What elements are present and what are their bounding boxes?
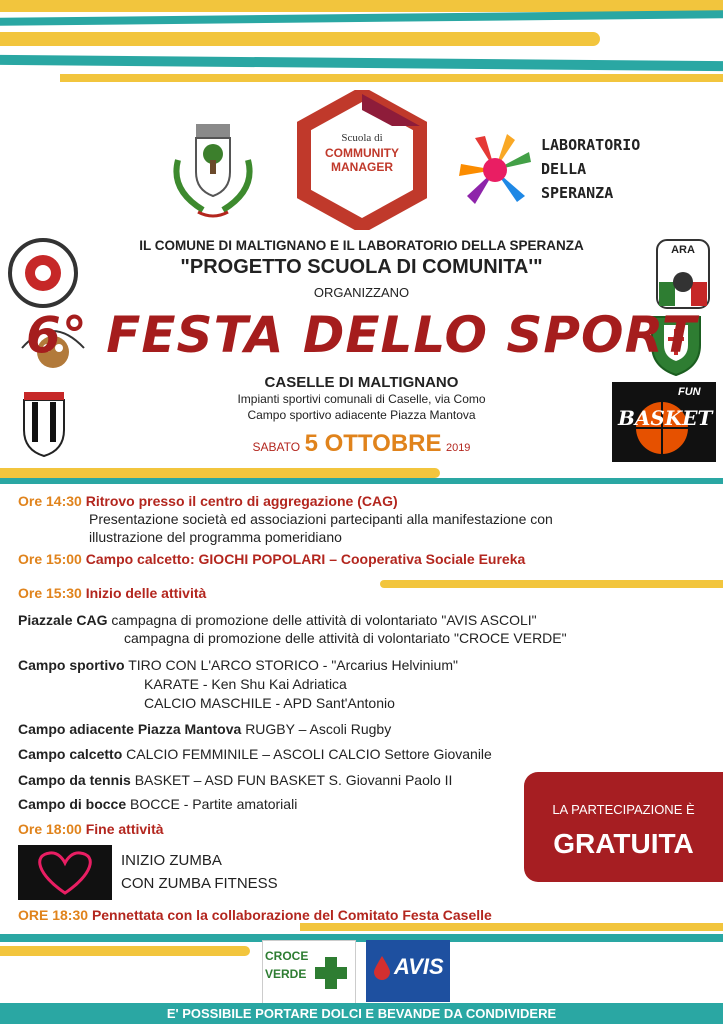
laboratorio-speranza-logo (455, 130, 645, 210)
scuola-line2: COMMUNITY (325, 146, 399, 160)
zumba-line-1: INIZIO ZUMBA (121, 852, 222, 869)
scuola-line3: MANAGER (331, 160, 393, 174)
top-stripe-teal (0, 10, 723, 26)
piazzale-row-1 (18, 611, 537, 629)
date-year: 2019 (445, 442, 471, 454)
bocce-row (18, 795, 297, 813)
footer-banner (0, 1003, 723, 1024)
comune-crest-logo (168, 120, 258, 225)
free-line-1: LA PARTECIPAZIONE È (552, 802, 695, 817)
calcetto-row (18, 745, 492, 763)
campo-text-3: CALCIO MASCHILE - APD Sant'Antonio (144, 695, 395, 711)
date-day: SABATO (252, 440, 301, 454)
calcetto-label: Campo calcetto (18, 746, 123, 762)
piazzale-text-1: campagna di promozione delle attività di volontariato "AVIS ASCOLI" (111, 612, 537, 628)
venue-line-1: Impianti sportivi comunali di Caselle, via Como (237, 392, 486, 406)
footer-note: E' POSSIBILE PORTARE DOLCI E BEVANDE DA CONDIVIDERE (166, 1006, 557, 1021)
avis-text: AVIS (394, 954, 444, 979)
campo-row-1 (18, 656, 458, 674)
blood-drop-icon (372, 954, 392, 980)
calcetto-text: CALCIO FEMMINILE – ASCOLI CALCIO Settore Giovanile (126, 746, 492, 762)
bottom-stripe-yellow (300, 923, 723, 931)
project-title: "PROGETTO SCUOLA DI COMUNITA'" (180, 256, 543, 278)
bottom-stripe-teal (0, 934, 723, 942)
scuola-community-manager-logo (292, 90, 432, 230)
desc-1430-a: Presentazione società ed associazioni partecipanti alla manifestazione con (89, 511, 553, 527)
lab-line1: LABORATORIO (541, 136, 641, 154)
tennis-row (18, 771, 452, 789)
date-main: 5 OTTOBRE (304, 430, 442, 457)
schedule-1800 (18, 820, 164, 838)
desc-1430-b: illustrazione del programma pomeridiano (89, 529, 342, 545)
time-1500: Ore 15:00 (18, 551, 82, 567)
bottom-stripe-yellow-2 (0, 946, 250, 956)
tennis-label: Campo da tennis (18, 772, 131, 788)
croce-verde-logo (262, 940, 356, 1004)
croce-line2: VERDE (265, 967, 307, 981)
time-1830: ORE 18:30 (18, 907, 89, 923)
mid-stripe-teal (0, 478, 723, 484)
time-1530: Ore 15:30 (18, 585, 82, 601)
lab-line3: SPERANZA (541, 184, 614, 202)
bocce-label: Campo di bocce (18, 796, 127, 812)
basket-text: BASKET (618, 406, 713, 430)
title-1800: Fine attività (85, 821, 164, 837)
schedule-1830 (18, 906, 492, 924)
mid-stripe-yellow (0, 468, 440, 478)
ara-text: ARA (671, 244, 695, 256)
zumba-logo (18, 845, 112, 900)
date-block (0, 430, 723, 458)
top-stripe-yellow-2 (0, 32, 600, 46)
top-stripe-yellow (0, 0, 723, 12)
schedule-1530 (18, 584, 206, 602)
main-title: 6° FESTA DELLO SPORT (26, 306, 697, 364)
piazzale-text-2: campagna di promozione delle attività di volontariato "CROCE VERDE" (124, 630, 567, 646)
avis-logo (366, 940, 450, 1002)
fun-text: FUN (678, 386, 701, 398)
organizers-line: IL COMUNE DI MALTIGNANO E IL LABORATORIO DELLA SPERANZA (139, 238, 584, 253)
stripe-1530-yellow (380, 580, 723, 588)
time-1430: Ore 14:30 (18, 493, 82, 509)
scuola-line1: Scuola di (341, 132, 383, 144)
piazzale-label: Piazzale CAG (18, 612, 108, 628)
title-1830: Pennettata con la collaborazione del Comitato Festa Caselle (91, 907, 492, 923)
adiacente-label: Campo adiacente Piazza Mantova (18, 721, 242, 737)
bocce-text: BOCCE - Partite amatoriali (130, 796, 298, 812)
zumba-line-2: CON ZUMBA FITNESS (121, 875, 278, 892)
schedule-1500 (18, 550, 525, 568)
title-1500: Campo calcetto: GIOCHI POPOLARI – Cooperativa Sociale Eureka (85, 551, 526, 567)
free-line-2: GRATUITA (553, 828, 694, 859)
tennis-text: BASKET – ASD FUN BASKET S. Giovanni Paolo II (134, 772, 453, 788)
schedule-1430 (18, 492, 398, 510)
venue-line-2: Campo sportivo adiacente Piazza Mantova (247, 408, 476, 422)
location-line: CASELLE DI MALTIGNANO (264, 374, 459, 391)
title-1430: Ritrovo presso il centro di aggregazione (CAG) (85, 493, 398, 509)
title-1530: Inizio delle attività (85, 585, 207, 601)
campo-text-1: TIRO CON L'ARCO STORICO - "Arcarius Helvinium" (128, 657, 458, 673)
free-participation-badge (524, 772, 723, 882)
time-1800: Ore 18:00 (18, 821, 82, 837)
croce-line1: CROCE (265, 949, 309, 963)
campo-label: Campo sportivo (18, 657, 125, 673)
green-cross-icon (311, 953, 351, 993)
adiacente-row (18, 720, 391, 738)
campo-text-2: KARATE - Ken Shu Kai Adriatica (144, 676, 347, 692)
hands-icon (455, 130, 535, 210)
adiacente-text: RUGBY – Ascoli Rugby (245, 721, 392, 737)
organize-line: ORGANIZZANO (313, 285, 410, 300)
lab-line2: DELLA (541, 160, 587, 178)
top-stripe-teal-2 (0, 55, 723, 71)
top-stripe-yellow-3 (60, 74, 723, 82)
